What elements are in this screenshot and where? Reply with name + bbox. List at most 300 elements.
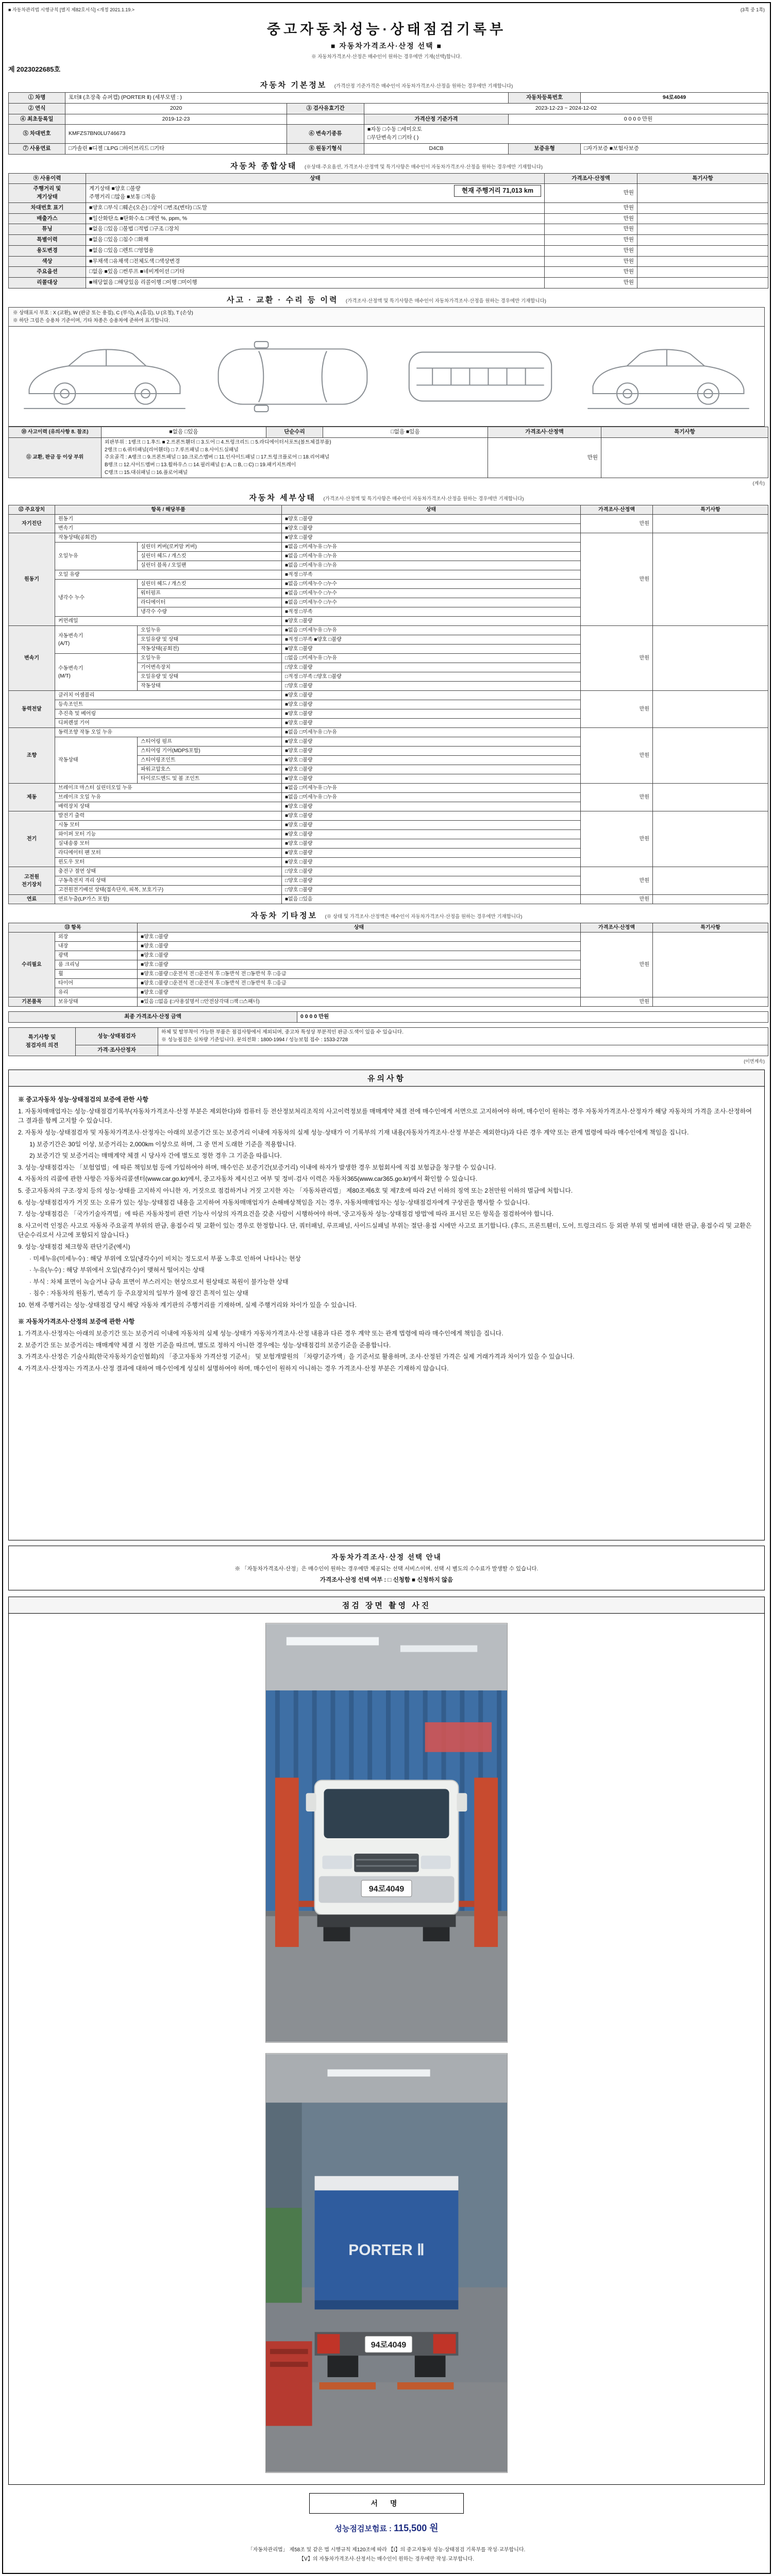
section-detail-condition	[8, 491, 765, 904]
notice-line: 7. 성능·상태점검은 「국가기술자격법」에 따른 자동차정비 관련 기능사 이상의 자격요건을 갖춘 사람이 시행하여야 하며, '중고자동차 성능·상태점검 방법'에 따라 표시된 모든 항목을 점검하여야 합니다.	[18, 1210, 554, 1218]
notice-line: · 미세누유(미세누수) : 해당 부위에 오일(냉각수)이 비치는 정도로서 부품 노후로 인하여 나타나는 현상	[29, 1255, 301, 1262]
header-cell: 가격조사·산정액	[581, 923, 653, 933]
cell[interactable]: ■양호 □불량	[138, 951, 581, 960]
header-cell: 가격산정 기준가격	[364, 114, 509, 125]
cell: 실린더 헤드 / 개스킷	[138, 580, 282, 589]
cell[interactable]: 현재 주행거리 71,013 km 계기상태 ■양호 □불량 주행거리 □많음 ■보통 □적음	[86, 184, 545, 203]
page-subtitle: ■ 자동차가격조사·산정 선택 ■	[330, 42, 442, 50]
cell[interactable]: ■없음 □미세누유 □누유	[282, 793, 581, 802]
cell: 발전기 출력	[55, 811, 282, 821]
cell	[653, 933, 768, 997]
notice-line: · 누유(누수) : 해당 부위에서 오일(냉각수)이 맺혀서 떨어지는 상태	[29, 1266, 205, 1274]
cell: 포터Ⅱ (초장축 슈퍼캡) (PORTER Ⅱ) (세부모델 : )	[65, 93, 509, 104]
inspection-photo-rear	[265, 2053, 508, 2473]
header-cell: 최종 가격조사·산정 금액	[9, 1012, 297, 1023]
cell[interactable]: ■양호 □불량	[282, 719, 581, 728]
cell	[653, 895, 768, 904]
header-cell: 특기사항	[601, 427, 768, 438]
cell[interactable]: ■없음 □있음 □침수 □화재	[86, 235, 545, 246]
car-diagram-side-right	[583, 333, 753, 420]
header-cell: ⑧ 원동기형식	[287, 143, 364, 154]
header-cell: 주행거리 및 계기상태	[9, 184, 86, 203]
inspection-photos	[9, 1614, 764, 2484]
cell[interactable]: □적정 □부족 □양호 □불량	[282, 672, 581, 682]
notice-line: 9. 성능·상태점검 체크항목 판단기준(예시)	[18, 1243, 130, 1250]
cell: 원동기	[55, 515, 282, 524]
header-cell: 용도변경	[9, 245, 86, 256]
cell: 등속조인트	[55, 700, 282, 709]
section-title-note: (가격조사·산정액 및 특기사항은 매수인이 자동차가격조사·산정을 원하는 경우에만 기재합니다)	[323, 496, 524, 502]
continue-note-accident: (계속)	[752, 481, 765, 486]
cell[interactable]: ■양호 □불량	[282, 747, 581, 756]
continue-note: (이면계속)	[744, 1059, 765, 1064]
cell: 0 0 0 0 만원	[297, 1012, 768, 1023]
notice-line: 3. 가격조사·산정은 기술사회(한국자동차기술인협회)의 「중고자동차 가격산정 기준서」 및 보험개발원의 「차량기준가액」을 기준서로 활용하며, 조사·산정된 가격은 실제 거래가격과 차이가 있을 수 있습니다.	[18, 1353, 575, 1361]
header-cell: 특별이력	[9, 235, 86, 246]
cell[interactable]: ■양호 □불량	[282, 700, 581, 709]
final-price-table	[8, 1011, 768, 1023]
cell[interactable]: ■양호 □불량	[282, 774, 581, 784]
header-cell: ⑬ 항목	[9, 923, 138, 933]
cell: 광택	[55, 951, 138, 960]
form-reference: ■ 자동차관리법 시행규칙 [별지 제82호서식] <개정 2021.1.19.>	[8, 7, 135, 12]
basic-info-table	[8, 92, 768, 155]
notice-body	[9, 1087, 764, 1540]
inspection-form-page	[2, 2, 771, 2574]
notice-line: 6. 성능·상태점검자가 거짓 또는 오류가 있는 성능·상태점검 내용을 고지하여 자동차매매업자가 손해배상책임을 지는 경우, 자동차매매업자는 성능·상태점검자에게 구상권을 행사할 수 있습니다.	[18, 1198, 530, 1206]
cell: 충전구 절연 상태	[55, 867, 282, 876]
cell[interactable]: □양호 □불량	[282, 682, 581, 691]
notice-line: 2. 보증기간 또는 보증거리는 매매계약 체결 시 정한 기준을 따르며, 별도로 정하지 아니한 경우에는 성능·상태점검의 보증기준을 준용합니다.	[18, 1341, 391, 1349]
cell: 작동상태	[138, 682, 282, 691]
header-cell: 가격조사·산정액	[545, 173, 637, 184]
cell: 브레이크 마스터 실린더오일 누유	[55, 784, 282, 793]
cell[interactable]: ■양호 □불량	[282, 849, 581, 858]
notice-line: 8. 사고이력 인정은 사고로 자동차 주요골격 부위의 판금, 용접수리 및 교환이 있는 경우로 한정합니다. 단, 쿼터패널, 루프패널, 사이드실패널 부위는 절단·용접 시에만 사고로 표기합니다. (후드, 프론트휀더, 도어, 트렁크리드 등 외판 부위 및 범퍼에 대한 판금, 용접수리 및 교환은 단순수리로서 사고에 포함되지 않습니다.)	[18, 1222, 752, 1239]
header-cell: ⑩ 사고이력 (유의사항 8. 참조)	[9, 427, 102, 438]
cell: 만원	[581, 867, 653, 895]
section-basic-info	[8, 78, 765, 155]
cell: 시동 모터	[55, 821, 282, 830]
cell[interactable]: ■양호 □불량	[282, 691, 581, 700]
cell: 94로4049	[581, 93, 768, 104]
cell: 2020	[65, 103, 287, 114]
cell	[653, 533, 768, 626]
section-etc-title	[8, 909, 765, 923]
form-reference-row	[8, 6, 765, 13]
header-cell: 보증유형	[509, 143, 581, 154]
section-accident-history	[8, 293, 765, 487]
cell[interactable]: ■없음 □미세누수 □누수	[282, 589, 581, 598]
cell[interactable]: ■양호 □불량	[282, 830, 581, 839]
notice-line: 1) 보증기간은 30일 이상, 보증거리는 2,000km 이상으로 하며, 그 중 먼저 도래한 기준을 적용합니다.	[29, 1140, 296, 1148]
header-cell: ⑤ 차대번호	[9, 125, 65, 144]
footer-legal-text	[8, 2546, 765, 2564]
inspection-insurance-fee	[8, 2521, 765, 2534]
cell: 0 0 0 0 만원	[509, 114, 768, 125]
fee-amount: 115,500 원	[394, 2523, 439, 2534]
cell: 커먼레일	[55, 617, 282, 626]
cell: 동력조향 작동 오일 누유	[55, 728, 282, 737]
cell[interactable]: ■양호 □불량	[282, 765, 581, 774]
header-cell: 차대번호 표기	[9, 202, 86, 213]
header-cell: ② 연식	[9, 103, 65, 114]
cell[interactable]: ■양호 □불량	[282, 524, 581, 533]
cell: 배력장치 상태	[55, 802, 282, 811]
cell[interactable]: ■양호 □불량	[282, 839, 581, 849]
cell: 추진축 및 베어링	[55, 709, 282, 719]
section-remarks	[8, 1027, 765, 1064]
section-title-note: (※ 상태 및 가격조사·산정액은 매수인이 자동차가격조사·산정을 원하는 경우에만 기재합니다)	[325, 914, 523, 920]
cell[interactable]: ■자동 □수동 □세미오토 □무단변속기 □기타 ( )	[364, 125, 768, 144]
cell[interactable]: □없음 ■있음	[323, 427, 488, 438]
cell[interactable]: ■없음 □있음 □불법 □적법 □구조 □장치	[86, 224, 545, 235]
header-cell: 변속기	[9, 626, 55, 691]
header-cell: 상태	[86, 173, 545, 184]
cell: 만원	[545, 235, 637, 246]
detail-condition-table	[8, 505, 768, 904]
cell: 냉각수 누수	[55, 580, 138, 617]
cell: 작동상태	[55, 737, 138, 784]
cell[interactable]: ■해당없음 □해당있음 리콜이행 □이행 □미이행	[86, 278, 545, 289]
cell	[653, 691, 768, 728]
cell: 작동상태(공회전)	[138, 645, 282, 654]
notice-line: 4. 가격조사·산정자는 가격조사·산정 결과에 대하여 매수인에게 성실히 설명하여야 하며, 매수인이 원하지 아니하는 경우 가격조사·산정 부분은 기재하지 않습니다.	[18, 1364, 449, 1372]
price-survey-select-choice[interactable]: 가격조사·산정 선택 여부 : □ 신청함 ■ 신청하지 않음	[320, 1577, 453, 1584]
cell: 라디에이터 팬 모터	[55, 849, 282, 858]
rear-license-plate: 94로4049	[371, 2341, 407, 2350]
header-cell: 연료	[9, 895, 55, 904]
header-cell: 상태	[282, 505, 581, 515]
title-block	[8, 18, 765, 60]
cell: 만원	[545, 213, 637, 224]
header-cell: 특기사항 및 점검자의 의견	[9, 1028, 76, 1056]
cell[interactable]: ■양호 □불량	[138, 942, 581, 951]
cell: 만원	[581, 515, 653, 533]
cell: 외장	[55, 933, 138, 942]
cell: 냉각수 수량	[138, 607, 282, 617]
header-cell: ① 차명	[9, 93, 65, 104]
cell: 만원	[581, 933, 653, 997]
overall-condition-table	[8, 173, 768, 289]
cell	[637, 267, 768, 278]
cell: 클러치 어셈블리	[55, 691, 282, 700]
cell: 워터펌프	[138, 589, 282, 598]
cell: 와이퍼 모터 기능	[55, 830, 282, 839]
cell[interactable]: ■없음 □미세누유 □누유	[282, 552, 581, 561]
cell[interactable]: ■없음 □미세누유 □누유	[282, 543, 581, 552]
header-cell: ③ 검사유효기간	[287, 103, 364, 114]
cell[interactable]: ■양호 □불량	[282, 515, 581, 524]
cell[interactable]: ■없음 □미세누유 □누유	[282, 561, 581, 570]
header-cell: 기본품목	[9, 997, 55, 1007]
cell: 작동상태(공회전)	[55, 533, 282, 543]
car-diagram-top-body	[208, 333, 378, 420]
header-cell: ⑪ 교환, 판금 등 이상 부위	[9, 437, 102, 478]
header-cell: ⑥ 변속기종류	[287, 125, 364, 144]
cell[interactable]: ■있음 □없음 (□사용설명서 □안전삼각대 □잭 □스패너)	[138, 997, 581, 1007]
header-cell: 성능·상태점검자	[76, 1028, 158, 1045]
cell: 2023-12-23 ~ 2024-12-02	[364, 103, 768, 114]
cell: D4CB	[364, 143, 509, 154]
footer-line1: 「자동차관리법」 제58조 및 같은 법 시행규칙 제120조에 따라 【Ⅰ】의 중고자동차 성능·상태점검 기록부를 작성·교부합니다.	[247, 2547, 526, 2553]
cell: 타이로드엔드 및 볼 조인트	[138, 774, 282, 784]
cell	[287, 114, 364, 125]
cell[interactable]: ■적정 □부족 ■양호 □불량	[282, 635, 581, 645]
accident-history-table	[8, 427, 768, 478]
cell: 자동변속기 (A/T)	[55, 626, 138, 654]
cell[interactable]: ■양호 □불량	[138, 988, 581, 997]
header-cell: 배출가스	[9, 213, 86, 224]
header-cell: 가격조사·산정액	[488, 427, 601, 438]
cell: 만원	[545, 278, 637, 289]
cell	[653, 997, 768, 1007]
cell: 스티어링 기어(MDPS포함)	[138, 747, 282, 756]
cell	[653, 515, 768, 533]
cell[interactable]: □양호 □불량	[282, 663, 581, 672]
cell: 브레이크 오일 누유	[55, 793, 282, 802]
cell[interactable]: ■적정 □부족	[282, 570, 581, 580]
cell: 스티어링 펌프	[138, 737, 282, 747]
cell[interactable]: □없음 ■있음 □썬루프 ■네비게이션 □기타	[86, 267, 545, 278]
cell	[637, 235, 768, 246]
remarks-table	[8, 1027, 768, 1056]
section-title-text: 자동차 세부상태	[249, 494, 316, 503]
tailgate-model-text: PORTER Ⅱ	[348, 2242, 425, 2259]
cell: 연료누출(LP가스 포함)	[55, 895, 282, 904]
cell: 만원	[581, 784, 653, 811]
cell: 휠	[55, 970, 138, 979]
cell	[637, 278, 768, 289]
car-damage-diagrams	[8, 326, 765, 427]
cell: 2019-12-23	[65, 114, 287, 125]
header-cell: 상태	[138, 923, 581, 933]
cell[interactable]: ■없음 □있음	[102, 427, 266, 438]
cell[interactable]: ■양호 □불량 □운전석 전 □운전석 후 □동반석 전 □동반석 후 □응급	[138, 979, 581, 988]
header-cell: 단순수리	[266, 427, 323, 438]
cell: 윈도우 모터	[55, 858, 282, 867]
cell[interactable]: ■일산화탄소 ■탄화수소 □매연 %, ppm, %	[86, 213, 545, 224]
cell: 만원	[581, 626, 653, 691]
cell	[653, 784, 768, 811]
section-title-note: (※상태·주요옵션, 가격조사·산정액 및 특기사항은 매수인이 자동차가격조사·산정을 원하는 경우에만 기재합니다)	[305, 164, 543, 170]
notice-line: 2) 보증기간 및 보증거리는 매매계약 체결 시 당사자 간에 별도로 정한 경우 그 기준을 따릅니다.	[29, 1152, 282, 1160]
price-survey-select-desc: ※ 「자동차가격조사·산정」은 매수인이 원하는 경우에만 제공되는 선택 서비스이며, 선택 시 별도의 수수료가 발생할 수 있습니다.	[234, 1566, 539, 1572]
cell[interactable]: □양호 □불량	[282, 886, 581, 895]
header-cell: 원동기	[9, 533, 55, 626]
notice-box	[8, 1070, 765, 1540]
cell[interactable]: ■없음 □있음	[282, 895, 581, 904]
cell	[653, 728, 768, 784]
section-title-note: (가격산정 기준가격은 매수인이 자동차가격조사·산정을 원하는 경우에만 기재합니다)	[334, 83, 513, 89]
cell	[637, 224, 768, 235]
notice-line: 3. 성능·상태점검자는 「보험업법」에 따른 책임보험 등에 가입하여야 하며, 매수인은 보증기간(보증거리) 이내에 하자가 발생한 경우 보험회사에 직접 보험금을 청구할 수 있습니다.	[18, 1163, 496, 1171]
cell: 실린더 헤드 / 개스킷	[138, 552, 282, 561]
cell	[637, 184, 768, 203]
inspection-photos-section	[8, 1597, 765, 2485]
notice-line: ※ 자동차가격조사·산정의 보증에 관한 사항	[18, 1318, 135, 1326]
cell: 만원	[545, 202, 637, 213]
section-title-text: 자동차 기본정보	[260, 81, 327, 90]
cell: 만원	[545, 224, 637, 235]
notice-line: ※ 중고자동차 성능·상태점검의 보증에 관한 사항	[18, 1096, 148, 1104]
cell[interactable]: ■무채색 □유채색 □전체도색 □색상변경	[86, 256, 545, 267]
cell: 실린더 블록 / 오일팬	[138, 561, 282, 570]
cell: 오일 유량	[55, 570, 282, 580]
inspection-photo-front	[265, 1623, 508, 2043]
header-cell: 수리필요	[9, 933, 55, 997]
cell: 오일누유	[138, 654, 282, 663]
cell[interactable]: ■양호 □불량	[138, 960, 581, 970]
header-cell: ④ 최초등록일	[9, 114, 65, 125]
notice-line: 5. 중고자동차의 구조·장치 등의 성능·상태를 고지하지 아니한 자, 거짓으로 점검하거나 거짓 고지한 자는 「자동차관리법」 제80조제6호 및 제7호에 따라 2년 이하의 징역 또는 2천만원 이하의 벌금에 처합니다.	[18, 1187, 573, 1194]
cell: 오일유량 및 상태	[138, 672, 282, 682]
notice-line: · 부식 : 차체 표면이 녹슬거나 금속 표면이 부스러지는 현상으로서 원상태로 복원이 불가능한 상태	[29, 1278, 289, 1285]
damage-code-legend	[8, 307, 765, 326]
inspection-photos-title: 점검 장면 촬영 사진	[9, 1597, 764, 1614]
cell: 기어변속장치	[138, 663, 282, 672]
cell: 만원	[581, 895, 653, 904]
cell[interactable]: ■양호 □불량	[282, 645, 581, 654]
cell[interactable]: ■양호 □부식 □훼손(오손) □상이 □변조(변타) □도말	[86, 202, 545, 213]
signature-box[interactable]: 서 명	[309, 2493, 464, 2514]
section-detail-title	[8, 491, 765, 505]
cell: 실린더 커버(로커암 커버)	[138, 543, 282, 552]
cell[interactable]: ■양호 □불량	[282, 821, 581, 830]
notice-line: 10. 현재 주행거리는 성능·상태점검 당시 해당 자동차 계기판의 주행거리를 기재하며, 실제 주행거리와 차이가 있을 수 있습니다.	[18, 1301, 357, 1309]
price-survey-select-box	[8, 1546, 765, 1590]
cell[interactable]: □가솔린 ■디젤 □LPG □하이브리드 □기타	[65, 143, 287, 154]
cell: 변속기	[55, 524, 282, 533]
cell[interactable]: ■양호 □불량	[282, 802, 581, 811]
cell: 수동변속기 (M/T)	[55, 654, 138, 691]
cell: 구동축전지 격리 상태	[55, 876, 282, 886]
title-note: ※ 자동차가격조사·산정은 매수인이 원하는 경우에만 기재(선택)합니다.	[311, 54, 462, 60]
section-final-price	[8, 1011, 765, 1023]
car-diagram-side-left	[20, 333, 190, 420]
cell: 만원	[545, 256, 637, 267]
cell[interactable]: ■양호 □불량 □운전석 전 □운전석 후 □동반석 전 □동반석 후 □응급	[138, 970, 581, 979]
header-cell: 항목 / 해당부품	[55, 505, 282, 515]
front-license-plate: 94로4049	[368, 1885, 405, 1894]
header-cell: 제동	[9, 784, 55, 811]
cell: 라디에이터	[138, 598, 282, 607]
notice-line: 1. 자동차매매업자는 성능·상태점검기록부(자동차가격조사·산정 부분은 제외한다)와 컴퓨터 등 전산정보처리조직의 사고이력정보를 매매계약 체결 전에 매수인에게 서면으로 고지하여야 하며, 매수인이 원하는 경우 자동차가격조사·산정자가 해당 자동차의 가격을 조사·산정하여 그 결과를 함께 고지할 수 있습니다.	[18, 1107, 752, 1125]
cell: 디퍼렌셜 기어	[55, 719, 282, 728]
section-basic-title	[8, 78, 765, 92]
section-overall-title	[8, 159, 765, 173]
cell: 만원	[581, 811, 653, 867]
cell	[637, 245, 768, 256]
page-reference: (3쪽 중 1쪽)	[740, 7, 765, 12]
cell[interactable]: ■없음 □미세누유 □누유	[282, 728, 581, 737]
cell: 룸 크리닝	[55, 960, 138, 970]
cell: 내장	[55, 942, 138, 951]
cell: 만원	[581, 728, 653, 784]
header-cell: ⑨ 사용이력	[9, 173, 86, 184]
cell[interactable]: ■없음 □미세누수 □누수	[282, 580, 581, 589]
cell: 오일유량 및 상태	[138, 635, 282, 645]
header-cell: 튜닝	[9, 224, 86, 235]
cell[interactable]: ■양호 □불량	[282, 811, 581, 821]
header-cell: 가격조사·산정액	[581, 505, 653, 515]
cell[interactable]: ■없음 □있음 □렌트 □영업용	[86, 245, 545, 256]
header-cell: ⑦ 사용연료	[9, 143, 65, 154]
cell[interactable]: 외판부위 : 1랭크 □ 1.후드 ■ 2.프론트휀더 □ 3.도어 □ 4.트렁크리드 □ 5.라디에이터서포트(볼트체결부품) 2랭크 □ 6.쿼터패널(리어휀더) □ 7.루프패널 □ 8.사이드실패널 주요골격 : A랭크 □ 9.프론트패널 □ 10.크로스멤버 □ 11.인사이드패널 □ 17.트렁크플로어 □ 18.리어패널 B랭크 □ 12.사이드멤버 □ 13.휠하우스 □ 14.필러패널 (□ A, □ B, □ C) □ 19.패키지트레이 C랭크 □ 15.대쉬패널 □ 16.플로어패널	[102, 437, 488, 478]
section-overall-condition	[8, 159, 765, 289]
cell: 만원	[581, 691, 653, 728]
header-cell: 색상	[9, 256, 86, 267]
document-number: 제 2023022685호	[8, 65, 61, 73]
damage-code-legend-line2: ※ 하단 그림은 승용차 기준이며, 기타 차종은 승용차에 준하여 표기합니다.	[13, 317, 170, 324]
cell: 오일누유	[138, 626, 282, 635]
cell: 실내송풍 모터	[55, 839, 282, 849]
cell	[653, 867, 768, 895]
header-cell: 자동차등록번호	[509, 93, 581, 104]
cell	[653, 811, 768, 867]
cell: 파워고압호스	[138, 765, 282, 774]
page-title: 중고자동차성능·상태점검기록부	[266, 22, 507, 37]
notice-line: 2. 자동차 성능·상태점검자 및 자동차가격조사·산정자는 아래의 보증기간 또는 보증거리 이내에 자동차의 실제 성능·상태가 이 기록부의 기재 내용(자동차가격조사·산정 부분은 제외한다)과 다른 경우 계약 또는 관계 법령에 따라 매수인에게 책임을 집니다.	[18, 1128, 689, 1136]
fee-label: 성능점검보험료 :	[334, 2524, 392, 2534]
cell[interactable]: ■양호 □불량	[282, 756, 581, 765]
cell[interactable]: ■없음 □미세누유 □누유	[282, 784, 581, 793]
cell: 만원	[488, 437, 601, 478]
cell[interactable]: ■양호 □불량	[282, 533, 581, 543]
cell[interactable]: □양호 □불량	[282, 876, 581, 886]
notice-title: 유의사항	[9, 1070, 764, 1087]
cell: 만원	[545, 245, 637, 256]
cell: 오일누유	[55, 543, 138, 570]
cell[interactable]: □자가보증 ■보험사보증	[581, 143, 768, 154]
cell[interactable]: ■없음 □미세누수 □누수	[282, 598, 581, 607]
section-title-text: 사고 · 교환 · 수리 등 이력	[227, 295, 339, 304]
cell[interactable]: ■양호 □불량	[138, 933, 581, 942]
cell[interactable]: ■양호 □불량	[282, 858, 581, 867]
cell[interactable]: ■양호 □불량	[282, 737, 581, 747]
damage-code-legend-line1: ※ 상태표시 부호 : X (교환), W (판금 또는 용접), C (부식), A (흠집), U (요철), T (손상)	[13, 310, 193, 316]
section-title-text: 자동차 기타정보	[250, 911, 318, 921]
cell[interactable]: ■양호 □불량	[282, 617, 581, 626]
cell[interactable]: □없음 □미세누유 □누유	[282, 654, 581, 663]
cell: 만원	[581, 533, 653, 626]
cell: 만원	[581, 997, 653, 1007]
cell[interactable]: □양호 □불량	[282, 867, 581, 876]
header-cell: 특기사항	[653, 505, 768, 515]
cell	[653, 626, 768, 691]
footer-line2: 【Ⅴ】의 자동차가격조사·산정서는 매수인이 원하는 경우에만 작성·교부합니다.	[299, 2556, 474, 2563]
cell: 유리	[55, 988, 138, 997]
cell	[158, 1045, 768, 1056]
cell[interactable]: ■적정 □부족	[282, 607, 581, 617]
cell: 만원	[545, 184, 637, 203]
notice-line: · 침수 : 자동차의 원동기, 변속기 등 주요장치의 일부가 물에 잠긴 흔적이 있는 상태	[29, 1290, 248, 1297]
header-cell: 동력전달	[9, 691, 55, 728]
header-cell: 특기사항	[653, 923, 768, 933]
section-etc-info	[8, 909, 765, 1007]
car-diagram-underbody-frame	[395, 333, 565, 420]
header-cell: 자기진단	[9, 515, 55, 533]
cell: 타이어	[55, 979, 138, 988]
header-cell: 가격·조사산정자	[76, 1045, 158, 1056]
cell: 스티어링조인트	[138, 756, 282, 765]
price-survey-select-title: 자동차가격조사·산정 선택 안내	[331, 1553, 442, 1562]
header-cell: 조향	[9, 728, 55, 784]
cell	[637, 213, 768, 224]
header-cell: 특기사항	[637, 173, 768, 184]
cell[interactable]: ■양호 □불량	[282, 709, 581, 719]
cell[interactable]: ■없음 □미세누유 □누유	[282, 626, 581, 635]
